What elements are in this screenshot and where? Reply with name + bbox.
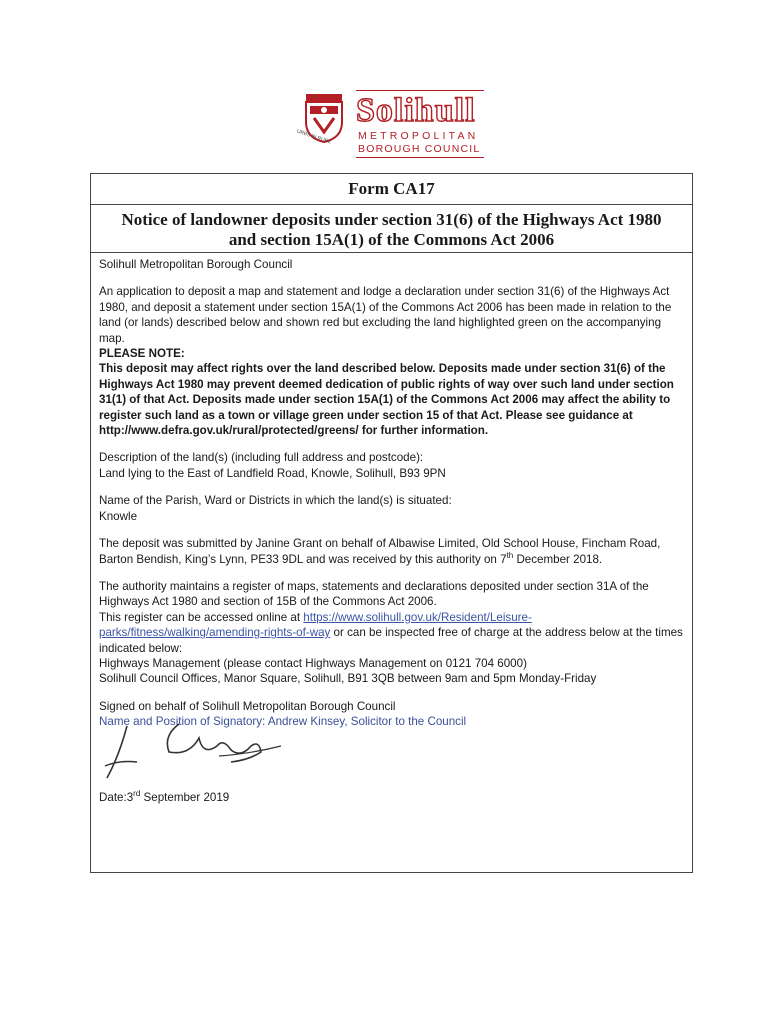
register-access-text: This register can be accessed online at <box>99 610 304 624</box>
handwritten-signature <box>99 716 299 796</box>
logo-top-rule <box>356 90 484 91</box>
register-access <box>99 610 684 656</box>
date-sup: rd <box>133 788 141 798</box>
signatory-name-line: Name and Position of Signatory: Andrew Kinsey, Solicitor to the Council <box>99 715 467 729</box>
description-label: Description of the land(s) (including full address and postcode): <box>99 451 424 465</box>
register-access-tail: or can be inspected free of charge at the address below at the times indicated below: <box>99 626 683 655</box>
deposit-sup: th <box>506 550 514 560</box>
date-prefix: Date:3 <box>99 790 134 804</box>
register-link[interactable]: https://www.solihull.gov.uk/Resident/Leisure-parks/fitness/walking/amending-rights-of-way <box>99 610 532 640</box>
logo-bottom-rule <box>356 157 484 158</box>
highways-line: Highways Management (please contact Highways Management on 0121 704 6000) <box>99 656 527 670</box>
intro-paragraph: An application to deposit a map and statement and lodge a declaration under section 31(6) of the Highways Act 1980, and deposit a statement under section 15A(1) of the Commons Act 2006 has been made in relation to the land (or lands) described below and shown red but excluding the land highlighted green on the accompanying map. <box>99 285 672 345</box>
parish-label: Name of the Parish, Ward or Districts in which the land(s) is situated: <box>99 494 452 508</box>
deposit-end: December 2018. <box>516 552 603 566</box>
form-container <box>90 173 693 873</box>
logo-motto: URBS IN RURE <box>295 128 332 146</box>
council-logo <box>296 90 496 162</box>
form-title <box>91 205 692 253</box>
logo-subtitle-2: BOROUGH COUNCIL <box>358 143 481 155</box>
note-text: This deposit may affect rights over the land described below. Deposits made under section 31(6) of the Highways Act 1980 may prevent deemed dedication of public rights of way over such land under section 31(1) of that Act. Deposits made under section 15A(1) of the Commons Act 2006 may affect the ability to register such land as a town or village green under section 15 of that Act. Please see guidance at http://www.defra.gov.uk/rural/protected/greens/ for further information. <box>99 362 674 438</box>
deposit-paragraph <box>99 536 684 567</box>
offices-line: Solihull Council Offices, Manor Square, Solihull, B91 3QB between 9am and 5pm Monday-Friday <box>99 672 597 686</box>
logo-subtitle-1: METROPOLITAN <box>358 130 479 142</box>
note-heading: PLEASE NOTE: <box>99 347 185 361</box>
deposit-text: The deposit was submitted by Janine Grant on behalf of Albawise Limited, Old School House, Fincham Road, Barton Bendish, King’s Lynn, PE33 9DL and was received by this authority on 7 <box>99 537 661 566</box>
form-title-line-2: and section 15A(1) of the Commons Act 2006 <box>228 230 555 249</box>
council-name: Solihull Metropolitan Borough Council <box>99 258 293 271</box>
register-paragraph: The authority maintains a register of maps, statements and declarations deposited under section 31A of the Highways Act 1980 and section of 15B of the Commons Act 2006. <box>99 579 649 609</box>
description-value: Land lying to the East of Landfield Road, Knowle, Solihull, B93 9PN <box>99 466 446 480</box>
parish-value: Knowle <box>99 509 138 523</box>
form-title-line-1: Notice of landowner deposits under section 31(6) of the Highways Act 1980 <box>121 210 662 229</box>
signed-line: Signed on behalf of Solihull Metropolitan Borough Council <box>99 699 396 713</box>
form-number: Form CA17 <box>91 174 692 205</box>
signature-area <box>99 730 684 790</box>
date-rest: September 2019 <box>140 790 230 804</box>
form-body <box>91 253 692 805</box>
logo-wordmark: Solihull <box>356 92 476 129</box>
